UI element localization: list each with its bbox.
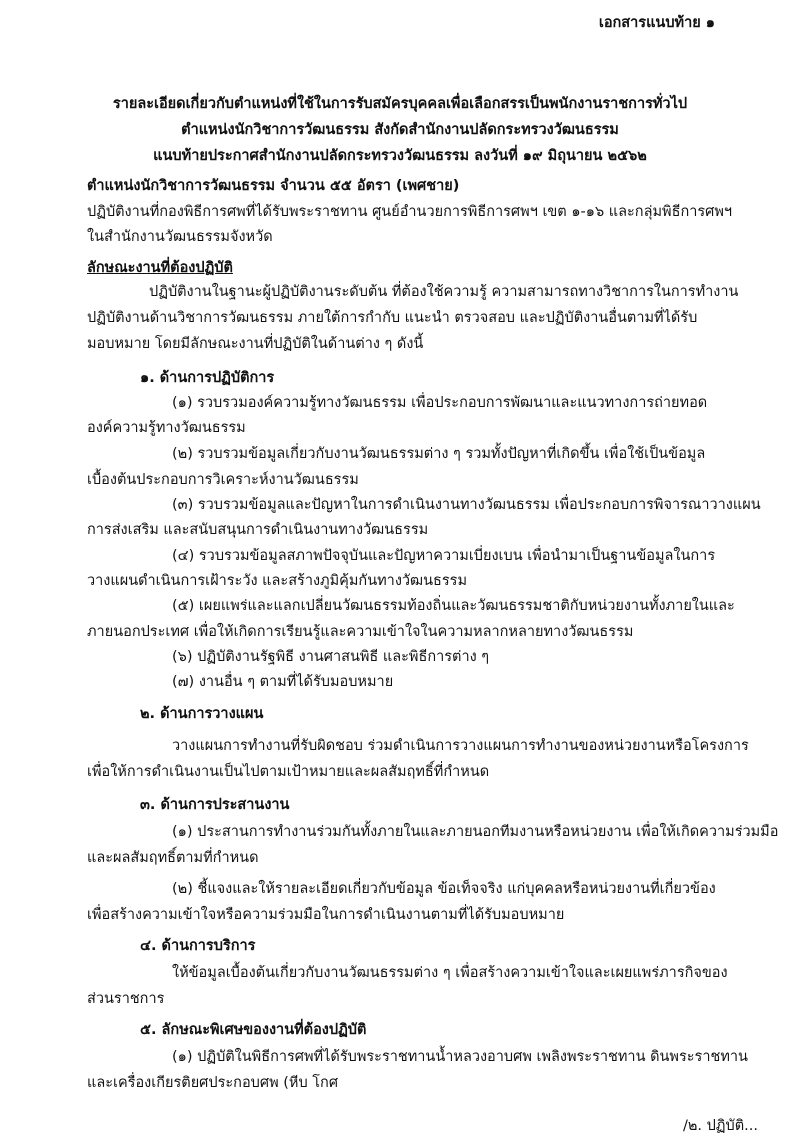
doc-title-line: แนบท้ายประกาศสำนักงานปลัดกระทรวงวัฒนธรรม ลงวันที่ ๑๙ มิถุนายน ๒๕๖๒ — [153, 148, 647, 164]
annex-label: เอกสารแนบท้าย ๑ — [598, 15, 715, 31]
section-text: และผลสัมฤทธิ์ตามที่กำหนด — [87, 850, 259, 866]
page-continuation: /๒. ปฏิบัติ... — [682, 1118, 758, 1134]
duties-text: มอบหมาย โดยมีลักษณะงานที่ปฏิบัติในด้านต่าง ๆ ดังนี้ — [87, 336, 424, 352]
duties-text: ปฏิบัติงานในฐานะผู้ปฏิบัติงานระดับต้น ที่ต้องใช้ความรู้ ความสามารถทางวิชาการในการทำงาน — [149, 284, 739, 300]
section-text: (๗) งานอื่น ๆ ตามที่ได้รับมอบหมาย — [172, 674, 394, 690]
section-heading-operations: ๑. ด้านการปฏิบัติการ — [140, 370, 275, 386]
section-heading-planning: ๒. ด้านการวางแผน — [140, 706, 264, 722]
section-text: (๑) ประสานการทำงานร่วมกันทั้งภายในและภายนอกทีมงานหรือหน่วยงาน เพื่อให้เกิดความร่วมมือ — [172, 824, 779, 840]
section-text: ภายนอกประเทศ เพื่อให้เกิดการเรียนรู้และความเข้าใจในความหลากหลายทางวัฒนธรรม — [87, 624, 634, 640]
duties-heading: ลักษณะงานที่ต้องปฏิบัติ — [87, 260, 233, 276]
duties-text: ปฏิบัติงานด้านวิชาการวัฒนธรรม ภายใต้การกำกับ แนะนำ ตรวจสอบ และปฏิบัติงานอื่นตามที่ได้รับ — [87, 310, 698, 326]
section-heading-service: ๔. ด้านการบริการ — [140, 938, 256, 954]
position-heading: ตำแหน่งนักวิชาการวัฒนธรรม จำนวน ๕๕ อัตรา (เพศชาย) — [87, 178, 460, 194]
section-text: (๑) ปฏิบัติในพิธีการศพที่ได้รับพระราชทานน้ำหลวงอาบศพ เพลิงพระราชทาน ดินพระราชทาน — [172, 1049, 748, 1065]
section-text: ส่วนราชการ — [87, 991, 165, 1007]
doc-title-line: ตำแหน่งนักวิชาการวัฒนธรรม สังกัดสำนักงานปลัดกระทรวงวัฒนธรรม — [181, 122, 619, 138]
position-text: ในสำนักงานวัฒนธรรมจังหวัด — [87, 229, 273, 245]
section-text: (๓) รวบรวมข้อมูลและปัญหาในการดำเนินงานทางวัฒนธรรม เพื่อประกอบการพิจารณาวางแผน — [172, 497, 761, 513]
section-text: การส่งเสริม และสนับสนุนการดำเนินงานทางวัฒนธรรม — [87, 522, 429, 538]
section-heading-special: ๕. ลักษณะพิเศษของงานที่ต้องปฏิบัติ — [140, 1022, 367, 1038]
section-text: (๒) ชี้แจงและให้รายละเอียดเกี่ยวกับข้อมูล ข้อเท็จจริง แก่บุคคลหรือหน่วยงานที่เกี่ยวข้อง — [172, 881, 716, 897]
section-text: (๒) รวบรวมข้อมูลเกี่ยวกับงานวัฒนธรรมต่าง ๆ รวมทั้งปัญหาที่เกิดขึ้น เพื่อใช้เป็นข้อมูล — [172, 446, 706, 462]
section-text: (๕) เผยแพร่และแลกเปลี่ยนวัฒนธรรมท้องถิ่นและวัฒนธรรมชาติกับหน่วยงานทั้งภายในและ — [172, 598, 735, 614]
section-text: (๖) ปฏิบัติงานรัฐพิธี งานศาสนพิธี และพิธีการต่าง ๆ — [172, 649, 490, 665]
section-text: (๑) รวบรวมองค์ความรู้ทางวัฒนธรรม เพื่อประกอบการพัฒนาและแนวทางการถ่ายทอด — [172, 395, 708, 411]
position-text: ปฏิบัติงานที่กองพิธีการศพที่ได้รับพระราชทาน ศูนย์อำนวยการพิธีการศพฯ เขต ๑-๑๖ และกลุ่มพิธีการศพฯ — [87, 204, 733, 220]
section-text: วางแผนการทำงานที่รับผิดชอบ ร่วมดำเนินการวางแผนการทำงานของหน่วยงานหรือโครงการ — [172, 738, 749, 754]
section-text: วางแผนดำเนินการเฝ้าระวัง และสร้างภูมิคุ้มกันทางวัฒนธรรม — [87, 573, 468, 589]
section-text: และเครื่องเกียรติยศประกอบศพ (หีบ โกศ — [87, 1075, 339, 1091]
section-text: (๔) รวบรวมข้อมูลสภาพปัจจุบันและปัญหาความเบี่ยงเบน เพื่อนำมาเป็นฐานข้อมูลในการ — [172, 548, 716, 564]
section-text: เพื่อให้การดำเนินงานเป็นไปตามเป้าหมายและผลสัมฤทธิ์ที่กำหนด — [87, 764, 490, 780]
section-text: เบื้องต้นประกอบการวิเคราะห์งานวัฒนธรรม — [87, 472, 359, 488]
section-text: องค์ความรู้ทางวัฒนธรรม — [87, 420, 246, 436]
doc-title-line: รายละเอียดเกี่ยวกับตำแหน่งที่ใช้ในการรับสมัครบุคคลเพื่อเลือกสรรเป็นพนักงานราชการทั่วไป — [112, 96, 688, 112]
section-heading-coordination: ๓. ด้านการประสานงาน — [140, 797, 290, 813]
section-text: เพื่อสร้างความเข้าใจหรือความร่วมมือในการดำเนินงานตามที่ได้รับมอบหมาย — [87, 907, 565, 923]
section-text: ให้ข้อมูลเบื้องต้นเกี่ยวกับงานวัฒนธรรมต่าง ๆ เพื่อสร้างความเข้าใจและเผยแพร่ภารกิจของ — [172, 965, 728, 981]
